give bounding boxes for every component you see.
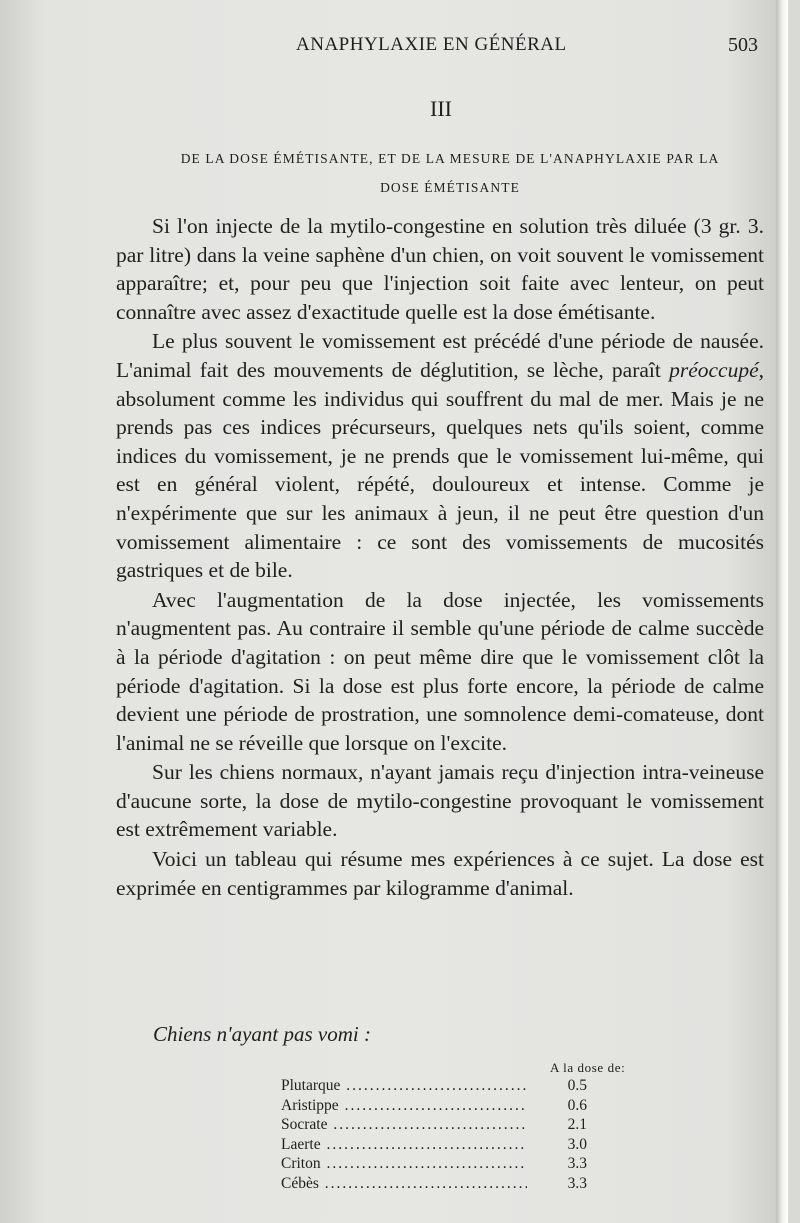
dog-name: Plutarque .....: [281, 1076, 527, 1096]
paragraph-4: Sur les chiens normaux, n'ayant jamais reçu d'injection intra-veineuse d'aucune sorte, la dose de mytilo-congestine provoquant le vomissement est extrêmement variable.: [116, 760, 764, 842]
paragraph-5: Voici un tableau qui résume mes expériences à ce sujet. La dose est exprimée en centigrammes par kilogramme d'animal.: [116, 847, 764, 900]
section-title: [110, 144, 788, 202]
body-text: [116, 212, 764, 902]
dose-value: 3.3: [567, 1155, 587, 1172]
dose-value: 0.5: [567, 1077, 587, 1094]
table-row: [281, 1174, 621, 1194]
table-row: [281, 1154, 621, 1174]
running-head: [0, 34, 780, 62]
table-row: [281, 1076, 621, 1096]
table-caption: Chiens n'ayant pas vomi :: [153, 1022, 371, 1046]
paragraph-2-italic: préoccupé: [669, 357, 759, 382]
running-title: ANAPHYLAXIE EN GÉNÉRAL: [296, 34, 567, 55]
dog-name: Criton .....: [281, 1154, 527, 1174]
dose-column-header: A la dose de:: [550, 1060, 626, 1075]
section-number: III: [430, 96, 452, 121]
table-row: [281, 1135, 621, 1155]
section-title-line-1: DE LA DOSE ÉMÉTISANTE, ET DE LA MESURE DE L'ANAPHYLAXIE PAR LA: [180, 151, 720, 166]
dog-name: Laerte .....: [281, 1135, 527, 1155]
dose-table: [281, 1076, 621, 1193]
dog-name: Socrate .....: [281, 1115, 527, 1135]
paragraph-2-end: , absolument comme les individus qui souffrent du mal de mer. Mais je ne prends pas ces indices précurseurs, quelques nets qu'ils soient, comme indices du vomissement, je ne prends que le vomissement lui-même, qui est en général violent, répété, douloureux et intense. Comme je n'expérimente que sur les animaux à jeun, il ne peut être question d'un vomissement alimentaire : ce sont des vomissements de mucosités gastriques et de bile.: [116, 357, 764, 583]
paragraph-2: [116, 327, 764, 584]
page-number: 503: [728, 34, 758, 56]
dose-value: 2.1: [567, 1116, 587, 1133]
table-row: [281, 1115, 621, 1135]
dose-value: 3.3: [567, 1174, 587, 1192]
paragraph-3: Avec l'augmentation de la dose injectée, les vomissements n'augmentent pas. Au contraire il semble qu'une période de calme succède à la période d'agitation : on peut même dire que le vomissement clôt la période d'agitation. Si la dose est plus forte encore, la période de calme devient une période de prostration, une somnolence demi-comateuse, dont l'animal ne se réveille que lorsque on l'excite.: [116, 587, 764, 755]
paragraph-2-start: Le plus souvent le vomissement est précédé d'une période de nausée. L'animal fait des mouvements de déglutition, se lèche, paraît: [116, 329, 764, 382]
dose-value: 0.6: [567, 1096, 587, 1114]
dog-name: Cébès .....: [281, 1174, 527, 1194]
table-row: [281, 1096, 621, 1116]
dose-value: 3.0: [567, 1135, 587, 1153]
section-title-line-2: DOSE ÉMÉTISANTE: [380, 180, 520, 195]
paragraph-1: Si l'on injecte de la mytilo-congestine en solution très diluée (3 gr. 3. par litre) dans la veine saphène d'un chien, on voit souvent le vomissement apparaître; et, pour peu que l'injection soit faite avec lenteur, on peut connaître avec assez d'exactitude quelle est la dose émétisante.: [116, 214, 764, 324]
dog-name: Aristippe .....: [281, 1096, 527, 1116]
